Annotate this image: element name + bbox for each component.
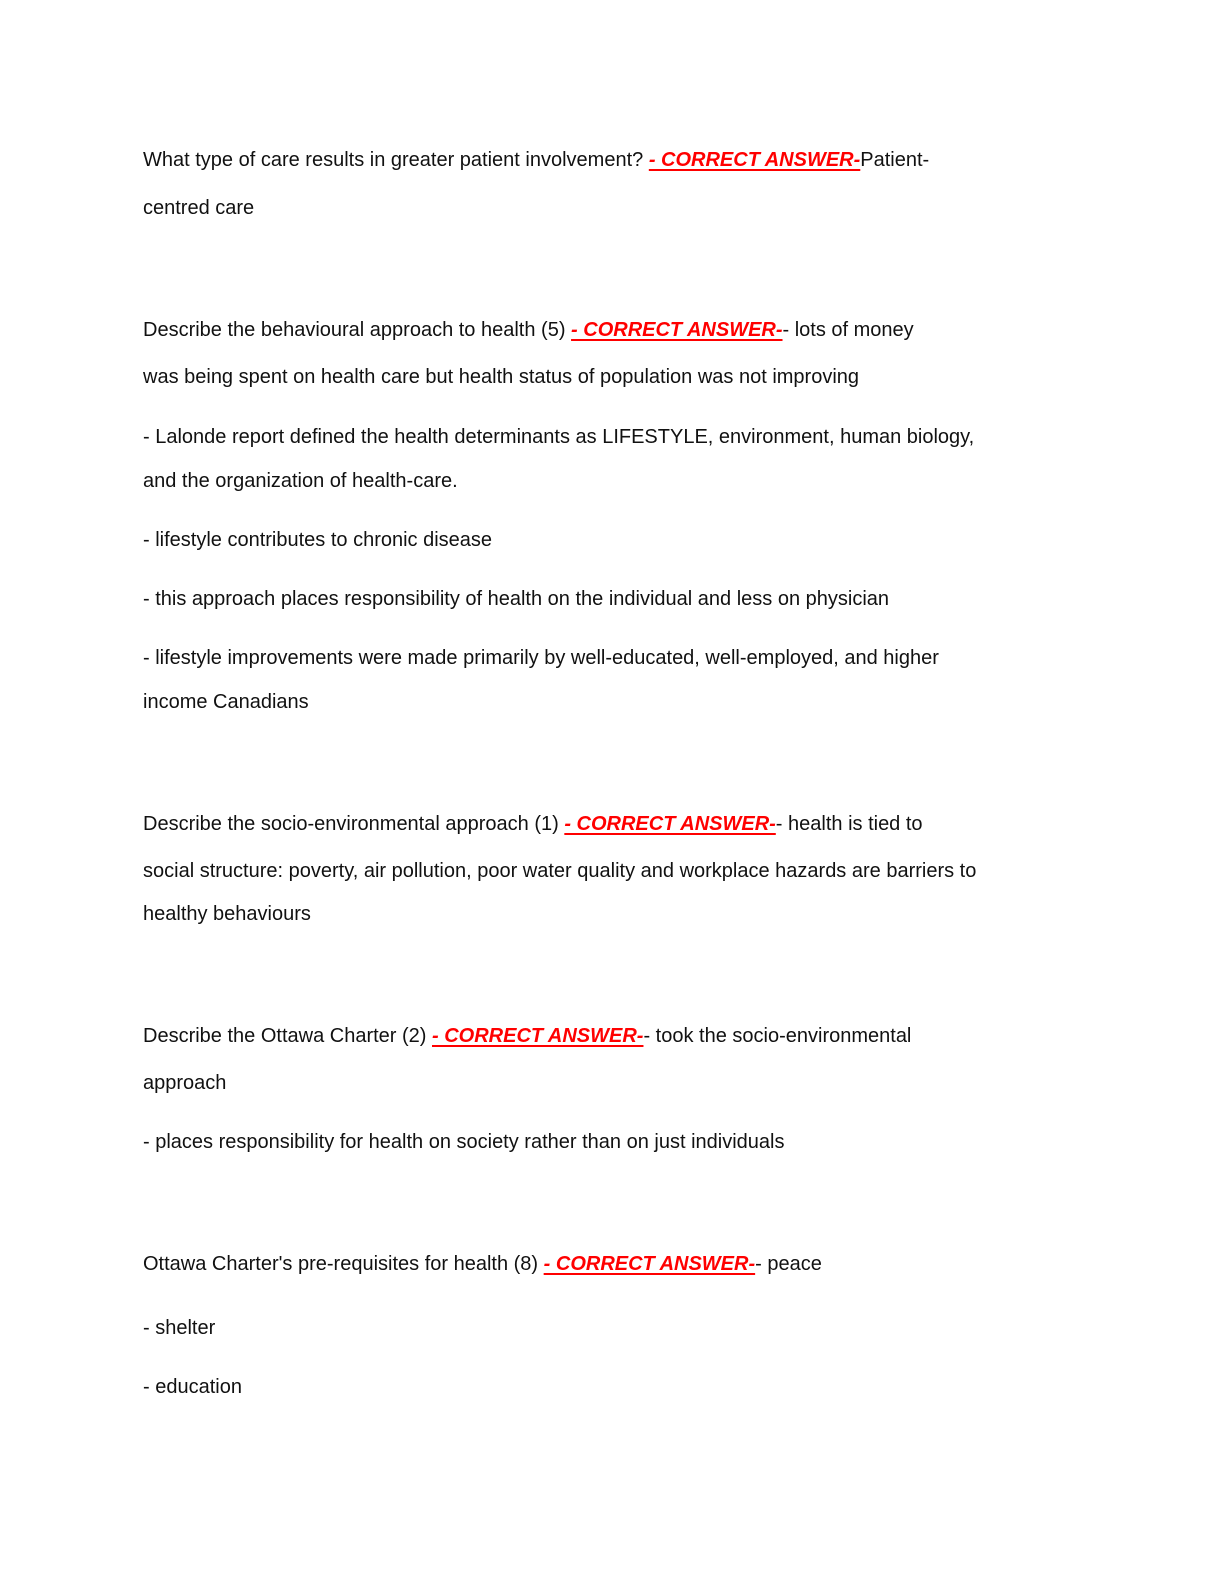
correct-answer-marker: - CORRECT ANSWER- xyxy=(564,813,776,835)
answer-3-line-3: healthy behaviours xyxy=(143,903,311,925)
answer-2-line-8: income Canadians xyxy=(143,691,309,713)
question-3-line xyxy=(143,812,1083,836)
question-1-text: What type of care results in greater patient involvement? xyxy=(143,149,649,171)
answer-5-line-3: - education xyxy=(143,1376,242,1398)
answer-2-line-5: - lifestyle contributes to chronic disease xyxy=(143,529,493,551)
question-4-text: Describe the Ottawa Charter (2) xyxy=(143,1025,432,1047)
question-2-text: Describe the behavioural approach to health (5) xyxy=(143,319,572,341)
correct-answer-marker: - CORRECT ANSWER- xyxy=(543,1253,756,1275)
answer-5-text: - peace xyxy=(755,1253,822,1275)
answer-2-line-3: - Lalonde report defined the health determinants as LIFESTYLE, environment, human biology, xyxy=(143,426,975,448)
question-4-line xyxy=(143,1024,1083,1048)
correct-answer-marker: - CORRECT ANSWER- xyxy=(432,1025,644,1047)
answer-2-line-4: and the organization of health-care. xyxy=(143,470,458,492)
answer-4-line-3: - places responsibility for health on society rather than on just individuals xyxy=(143,1131,785,1153)
answer-2-text: - lots of money xyxy=(782,319,914,341)
answer-5-line-2: - shelter xyxy=(143,1317,216,1339)
answer-1-text: Patient- xyxy=(860,149,930,171)
answer-1-continuation: centred care xyxy=(143,197,255,219)
question-5-line xyxy=(143,1252,1083,1276)
correct-answer-marker: - CORRECT ANSWER- xyxy=(648,149,861,171)
question-1-line xyxy=(143,148,1083,172)
answer-4-text: - took the socio-environmental xyxy=(643,1025,912,1047)
answer-4-line-2: approach xyxy=(143,1072,227,1094)
answer-2-line-2: was being spent on health care but health status of population was not improving xyxy=(143,366,860,388)
answer-3-line-2: social structure: poverty, air pollution, poor water quality and workplace hazards are barriers to xyxy=(143,860,977,882)
correct-answer-marker: - CORRECT ANSWER- xyxy=(571,319,783,341)
answer-2-line-7: - lifestyle improvements were made primarily by well-educated, well-employed, and higher xyxy=(143,647,939,669)
question-5-text: Ottawa Charter's pre-requisites for health (8) xyxy=(143,1253,544,1275)
question-2-line xyxy=(143,318,1083,342)
question-3-text: Describe the socio-environmental approach (1) xyxy=(143,813,565,835)
answer-3-text: - health is tied to xyxy=(775,813,923,835)
answer-2-line-6: - this approach places responsibility of health on the individual and less on physician xyxy=(143,588,890,610)
